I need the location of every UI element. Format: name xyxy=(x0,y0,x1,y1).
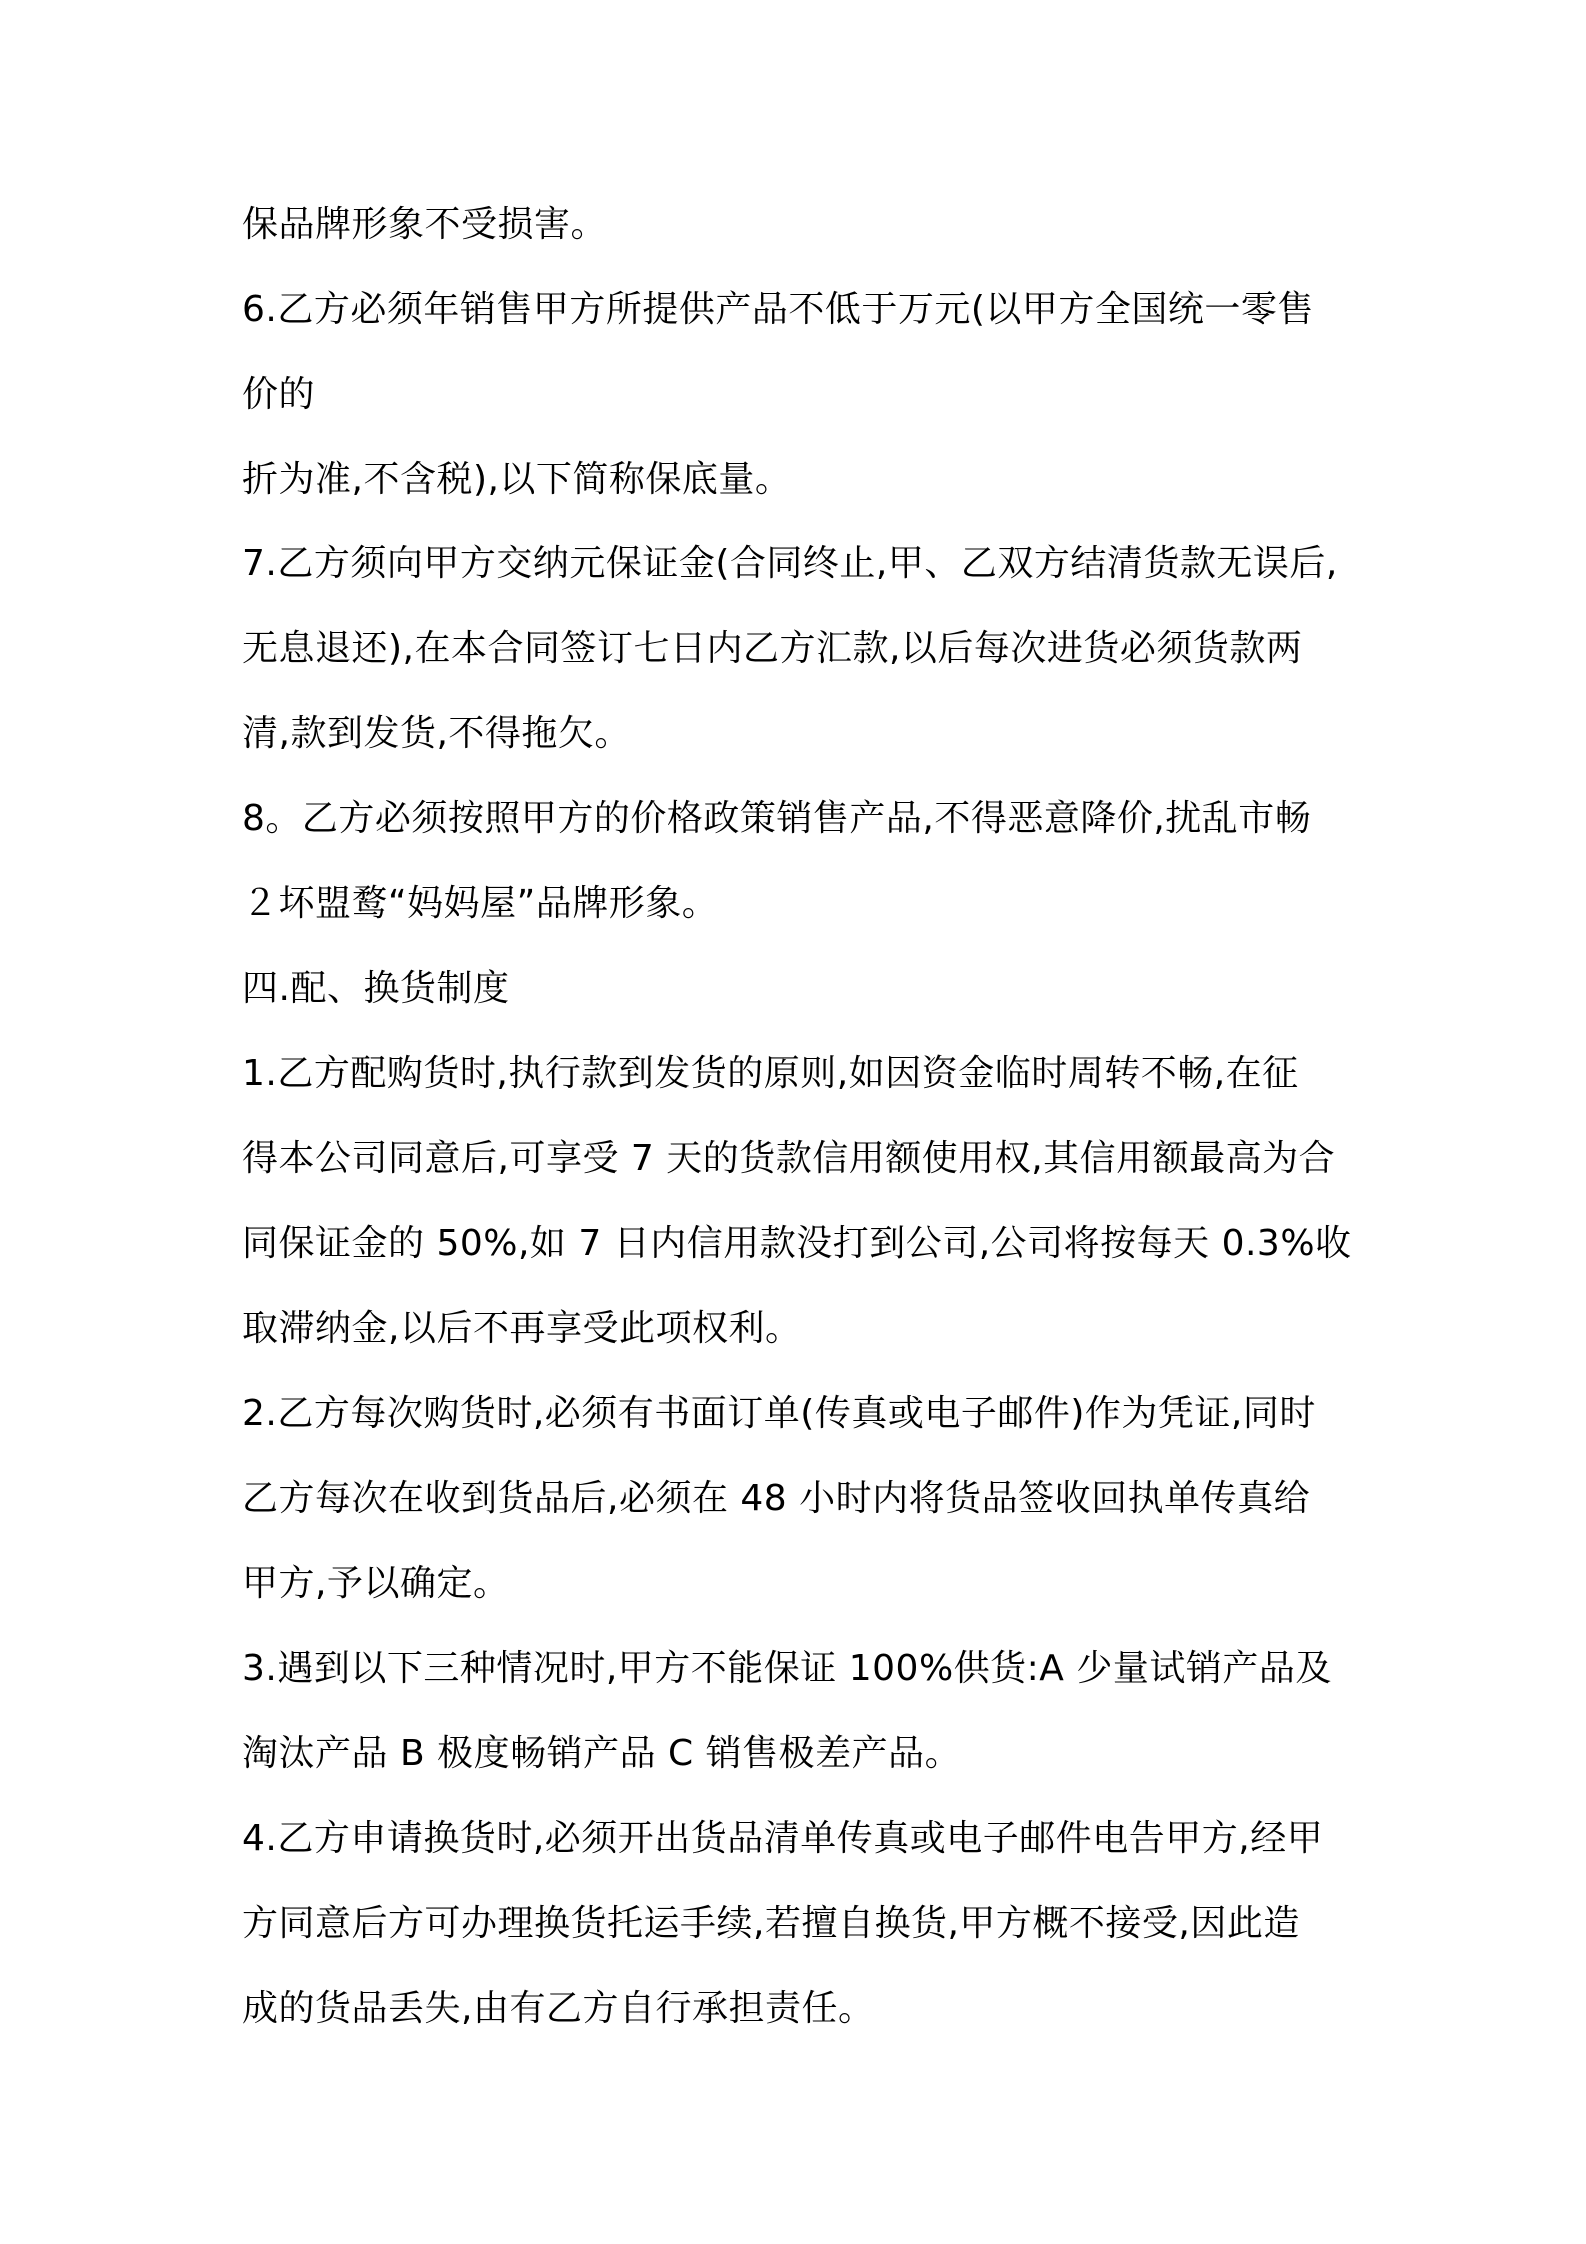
text-line: 8。乙方必须按照甲方的价格政策销售产品,不得恶意降价,扰乱市畅 xyxy=(242,798,1312,839)
text-line: 甲方,予以确定。 xyxy=(242,1563,510,1604)
text-line: 1.乙方配购货时,执行款到发货的原则,如因资金临时周转不畅,在征 xyxy=(242,1053,1299,1094)
text-line: 保品牌形象不受损害。 xyxy=(242,204,608,245)
text-line: 方同意后方可办理换货托运手续,若擅自换货,甲方概不接受,因此造 xyxy=(242,1903,1300,1944)
text-line: 清,款到发货,不得拖欠。 xyxy=(242,713,631,754)
text-line: 4.乙方申请换货时,必须开出货品清单传真或电子邮件电告甲方,经甲 xyxy=(242,1818,1324,1859)
text-line: 同保证金的 50%,如 7 日内信用款没打到公司,公司将按每天 0.3%收 xyxy=(242,1223,1352,1264)
text-line: 价的 xyxy=(242,374,316,415)
text-line: 7.乙方须向甲方交纳元保证金(合同终止,甲、乙双方结清货款无误后, xyxy=(242,543,1338,584)
text-line: ２坏盟鹜“妈妈屋”品牌形象。 xyxy=(242,883,719,924)
text-line: 淘汰产品 B 极度畅销产品 C 销售极差产品。 xyxy=(242,1733,962,1774)
text-line: 折为准,不含税),以下简称保底量。 xyxy=(242,459,792,500)
text-line: 2.乙方每次购货时,必须有书面订单(传真或电子邮件)作为凭证,同时 xyxy=(242,1393,1316,1434)
text-line: 取滞纳金,以后不再享受此项权利。 xyxy=(242,1308,802,1349)
text-line: 成的货品丢失,由有乙方自行承担责任。 xyxy=(242,1988,875,2029)
text-line: 3.遇到以下三种情况时,甲方不能保证 100%供货:A 少量试销产品及 xyxy=(242,1648,1332,1689)
text-line: 无息退还),在本合同签订七日内乙方汇款,以后每次进货必须货款两 xyxy=(242,628,1303,669)
section-heading: 四.配、换货制度 xyxy=(242,968,510,1009)
text-line: 乙方每次在收到货品后,必须在 48 小时内将货品签收回执单传真给 xyxy=(242,1478,1311,1519)
text-line: 6.乙方必须年销售甲方所提供产品不低于万元(以甲方全国统一零售 xyxy=(242,289,1314,330)
text-line: 得本公司同意后,可享受 7 天的货款信用额使用权,其信用额最高为合 xyxy=(242,1138,1336,1179)
